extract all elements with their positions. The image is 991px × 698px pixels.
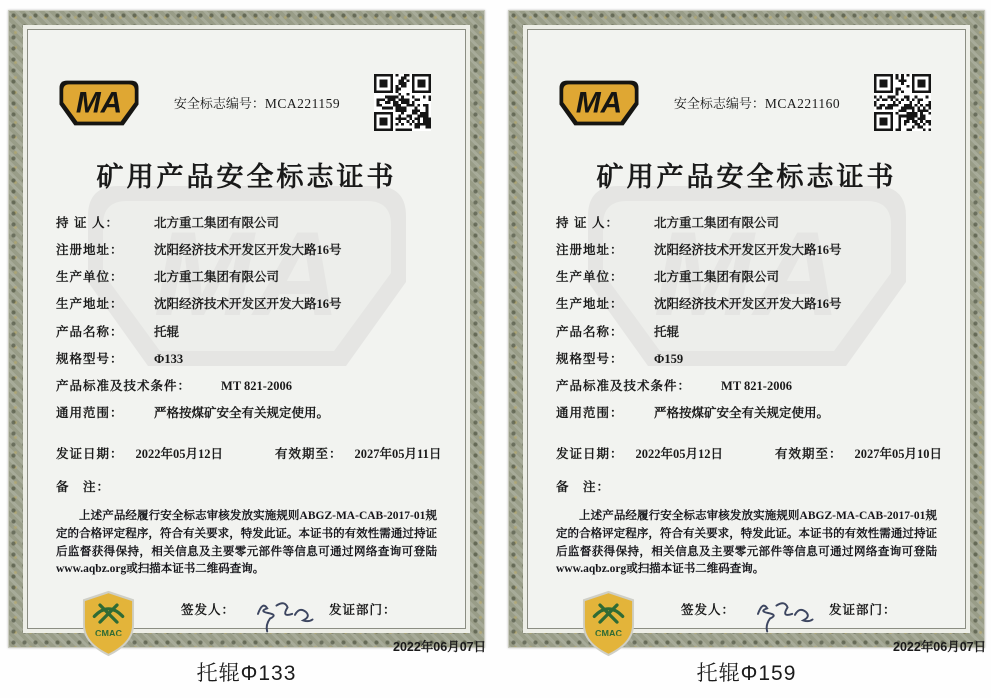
remark-row bbox=[56, 477, 437, 495]
signer-label: 签发人： bbox=[681, 603, 736, 618]
field-row-standard bbox=[556, 377, 937, 395]
field-label: 生产单位： bbox=[56, 270, 124, 285]
field-row-model bbox=[56, 350, 437, 368]
serial-number-line bbox=[140, 93, 374, 112]
certificate-header bbox=[56, 74, 437, 131]
certificate-body bbox=[527, 29, 987, 655]
field-row-reg-address bbox=[56, 241, 437, 259]
field-row-holder bbox=[556, 214, 937, 232]
issuing-dept-label: 发证部门： bbox=[829, 603, 897, 618]
remark-label: 备 注： bbox=[556, 480, 611, 494]
field-value: 严格按煤矿安全有关规定使用。 bbox=[154, 405, 330, 420]
signer-signature bbox=[745, 593, 819, 633]
certificate-159 bbox=[508, 10, 987, 655]
caption-133: 托辊Φ133 bbox=[196, 662, 297, 685]
issue-date-label: 发证日期： bbox=[556, 447, 624, 461]
field-value: 北方重工集团有限公司 bbox=[154, 270, 280, 285]
field-row-product-name bbox=[556, 323, 937, 341]
field-label: 注册地址： bbox=[556, 243, 624, 258]
certificate-title: 矿用产品安全标志证书 bbox=[596, 162, 897, 192]
field-label: 产品名称： bbox=[556, 324, 624, 339]
issue-date-label: 发证日期： bbox=[56, 447, 124, 461]
serial-number: MCA221159 bbox=[264, 96, 341, 111]
field-value: 北方重工集团有限公司 bbox=[154, 216, 280, 230]
date-row bbox=[56, 444, 442, 462]
signature-block bbox=[181, 589, 486, 655]
ma-logo bbox=[58, 77, 140, 129]
serial-label: 安全标志编号： bbox=[673, 96, 765, 111]
serial-number: MCA221160 bbox=[764, 96, 841, 111]
field-row-reg-address bbox=[556, 241, 937, 259]
field-label: 通用范围： bbox=[556, 405, 624, 420]
field-value: 托辊 bbox=[654, 324, 680, 339]
valid-until-date: 2027年05月11日 bbox=[354, 447, 442, 461]
sign-date: 2022年06月07日 bbox=[893, 640, 987, 655]
signer-signature bbox=[245, 593, 319, 633]
certificate-footer bbox=[56, 589, 487, 658]
field-label: 注册地址： bbox=[56, 243, 124, 258]
field-row-producer bbox=[56, 268, 437, 286]
certificate-column-159 bbox=[508, 10, 985, 696]
field-value: MT 821-2006 bbox=[721, 378, 792, 393]
issue-date: 2022年05月12日 bbox=[135, 447, 224, 461]
signer-label: 签发人： bbox=[181, 603, 236, 618]
certificate-column-133 bbox=[8, 10, 485, 696]
cmac-shield-logo bbox=[580, 589, 637, 658]
field-value: MT 821-2006 bbox=[221, 378, 292, 393]
field-value: 沈阳经济技术开发区开发大路16号 bbox=[154, 243, 342, 258]
certificate-header bbox=[556, 74, 937, 131]
issue-date: 2022年05月12日 bbox=[635, 447, 724, 461]
field-row-standard bbox=[56, 377, 437, 395]
field-label: 生产单位： bbox=[556, 270, 624, 285]
remark-label: 备 注： bbox=[56, 480, 111, 494]
serial-label: 安全标志编号： bbox=[173, 96, 265, 111]
field-value: Φ133 bbox=[154, 351, 184, 366]
field-value: 沈阳经济技术开发区开发大路16号 bbox=[654, 297, 842, 312]
field-label: 持 证 人： bbox=[56, 216, 119, 230]
sign-date: 2022年06月07日 bbox=[393, 640, 487, 655]
field-label: 通用范围： bbox=[56, 405, 124, 420]
field-row-scope bbox=[56, 404, 437, 422]
field-row-holder bbox=[56, 214, 437, 232]
field-label: 产品标准及技术条件： bbox=[556, 378, 692, 393]
field-row-product-name bbox=[56, 323, 437, 341]
remark-row bbox=[556, 477, 937, 495]
disclaimer-text: 上述产品经履行安全标志审核发放实施规则ABGZ-MA-CAB-2017-01规定的合格评定程序，符合有关要求，特发此证。本证书的有效性需通过持证后监督获得保持，相关信息及主要零元部件等信息可通过网络查询可登陆www.aqbz.org或扫描本证书二维码查询。 bbox=[56, 510, 437, 576]
field-label: 持 证 人： bbox=[556, 216, 619, 230]
signer-row bbox=[681, 589, 986, 629]
disclaimer-text: 上述产品经履行安全标志审核发放实施规则ABGZ-MA-CAB-2017-01规定的合格评定程序，符合有关要求，特发此证。本证书的有效性需通过持证后监督获得保持，相关信息及主要零元部件等信息可通过网络查询可登陆www.aqbz.org或扫描本证书二维码查询。 bbox=[556, 510, 937, 576]
caption-159: 托辊Φ159 bbox=[696, 662, 797, 685]
qr-code bbox=[374, 74, 431, 131]
qr-code bbox=[874, 74, 931, 131]
field-row-producer bbox=[556, 268, 937, 286]
field-value: 托辊 bbox=[154, 324, 180, 339]
ma-logo bbox=[558, 77, 640, 129]
field-row-prod-address bbox=[556, 295, 937, 313]
field-label: 规格型号： bbox=[556, 351, 624, 366]
signer-row bbox=[181, 589, 486, 629]
field-value: 北方重工集团有限公司 bbox=[654, 216, 780, 230]
certificate-body bbox=[27, 29, 487, 655]
certificate-133 bbox=[8, 10, 487, 655]
field-row-prod-address bbox=[56, 295, 437, 313]
field-row-scope bbox=[556, 404, 937, 422]
issuing-dept-label: 发证部门： bbox=[329, 603, 397, 618]
serial-number-line bbox=[640, 93, 874, 112]
field-label: 产品名称： bbox=[56, 324, 124, 339]
valid-until-label: 有效期至： bbox=[275, 447, 343, 461]
field-list bbox=[56, 214, 437, 431]
field-value: 严格按煤矿安全有关规定使用。 bbox=[654, 405, 830, 420]
field-value: Φ159 bbox=[654, 351, 684, 366]
field-value: 沈阳经济技术开发区开发大路16号 bbox=[154, 297, 342, 312]
certificate-footer bbox=[556, 589, 987, 658]
field-list bbox=[556, 214, 937, 431]
field-row-model bbox=[556, 350, 937, 368]
certificate-title: 矿用产品安全标志证书 bbox=[96, 162, 397, 192]
field-label: 生产地址： bbox=[56, 297, 124, 312]
date-row bbox=[556, 444, 943, 462]
valid-until-label: 有效期至： bbox=[775, 447, 843, 461]
field-label: 规格型号： bbox=[56, 351, 124, 366]
cmac-shield-logo bbox=[80, 589, 137, 658]
signature-block bbox=[681, 589, 986, 655]
field-value: 沈阳经济技术开发区开发大路16号 bbox=[654, 243, 842, 258]
field-label: 产品标准及技术条件： bbox=[56, 378, 192, 393]
field-value: 北方重工集团有限公司 bbox=[654, 270, 780, 285]
valid-until-date: 2027年05月10日 bbox=[854, 447, 943, 461]
field-label: 生产地址： bbox=[556, 297, 624, 312]
